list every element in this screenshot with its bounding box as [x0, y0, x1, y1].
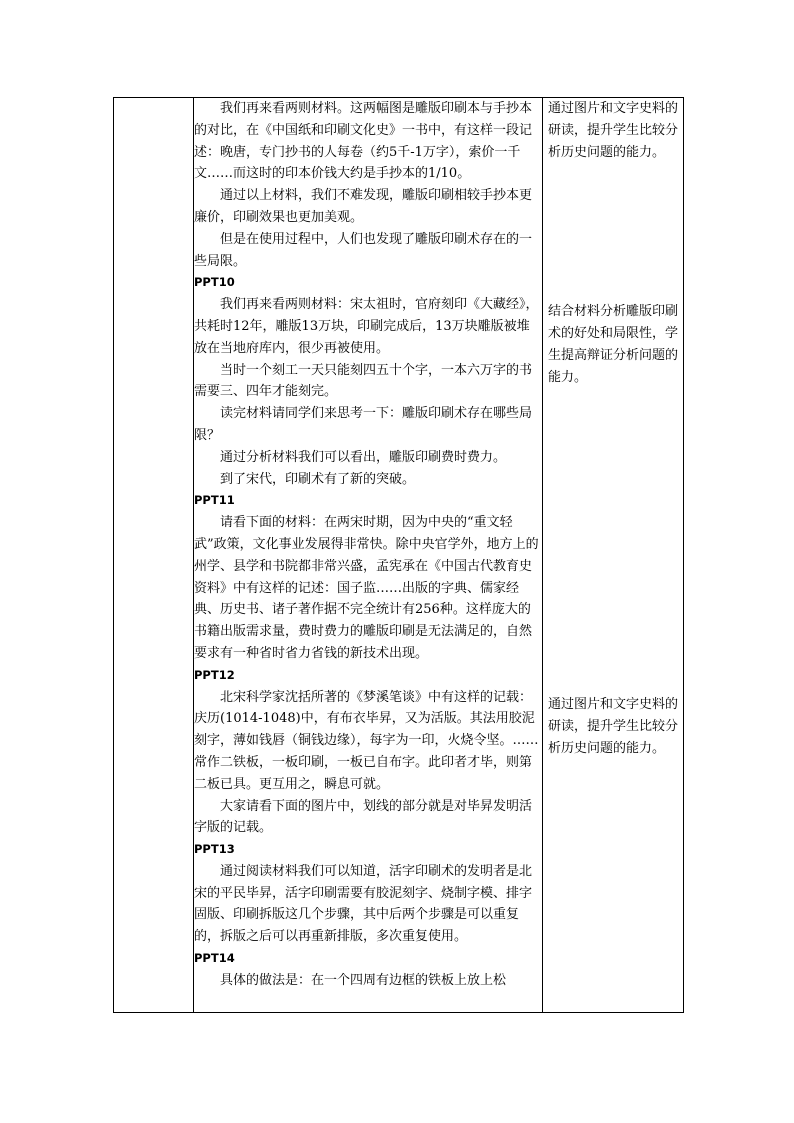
- paragraph: 通过分析材料我们可以看出，雕版印刷费时费力。: [220, 449, 507, 465]
- left-empty-cell: [114, 98, 194, 1013]
- paragraph: 我们再来看两则材料：宋太祖时，官府刻印《大藏经》，共耗时12年，雕版13万块，印刷完成后，13万块雕版被堆放在当地府库内，很少再被使用。: [194, 297, 539, 356]
- paragraph: 但是在使用过程中，人们也发现了雕版印刷术存在的一些局限。: [194, 231, 533, 269]
- slide-label: PPT11: [194, 493, 235, 508]
- slide-label: PPT13: [194, 842, 235, 857]
- design-note: 通过图片和文字史料的研读，提升学生比较分析历史问题的能力。: [548, 697, 679, 756]
- paragraph: 通过阅读材料我们可以知道，活字印刷术的发明者是北宋的平民毕昇，活字印刷需要有胶泥刻字、烧制字模、排字固版、印刷拆版这几个步骤，其中后两个步骤是可以重复的，拆版之后可以再重新排版，多次重复使用。: [194, 863, 533, 945]
- paragraph: 到了宋代，印刷术有了新的突破。: [220, 471, 416, 487]
- paragraph: 我们再来看两则材料。这两幅图是雕版印刷本与手抄本的对比，在《中国纸和印刷文化史》一书中，有这样一段记述：晚唐，专门抄书的人每卷（约5千-1万字），索价一千文……而这时的印本价钱大约是手抄本的1/10。: [194, 101, 533, 182]
- slide-label: PPT14: [194, 951, 235, 966]
- paragraph: 具体的做法是：在一个四周有边框的铁板上放上松: [220, 972, 507, 988]
- teaching-process-cell: [194, 98, 543, 1013]
- design-note: 结合材料分析雕版印刷术的好处和局限性，学生提高辩证分析问题的能力。: [548, 304, 679, 385]
- paragraph: 北宋科学家沈括所著的《梦溪笔谈》中有这样的记载：庆历(1014-1048)中，有布衣毕昇，又为活版。其法用胶泥刻字，薄如钱唇（铜钱边缘），每字为一印，火烧令坚。……常作二铁板，一板印刷，一板已自布字。此印者才毕，则第二板已具。更互用之，瞬息可就。: [194, 689, 539, 792]
- slide-label: PPT10: [194, 275, 235, 290]
- paragraph: 请看下面的材料：在两宋时期，因为中央的“重文轻武”政策，文化事业发展得非常快。除中央官学外，地方上的州学、县学和书院都非常兴盛，孟宪承在《中国古代教育史资料》中有这样的记述：国子监……出版的字典、儒家经典、历史书、诸子著作据不完全统计有256种。这样庞大的书籍出版需求量，费时费力的雕版印刷是无法满足的，自然要求有一种省时省力省钱的新技术出现。: [194, 515, 539, 661]
- paragraph: 大家请看下面的图片中，划线的部分就是对毕昇发明活字版的记载。: [194, 798, 533, 836]
- paragraph: 读完材料请同学们来思考一下：雕版印刷术存在哪些局限？: [194, 406, 533, 443]
- slide-label: PPT12: [194, 667, 235, 682]
- lesson-plan-table: [113, 97, 684, 1013]
- table-row: [114, 98, 684, 1013]
- design-note: 通过图片和文字史料的研读，提升学生比较分析历史问题的能力。: [548, 101, 679, 160]
- paragraph: 通过以上材料，我们不难发现，雕版印刷相较手抄本更廉价，印刷效果也更加美观。: [194, 188, 533, 225]
- design-intent-cell: [543, 98, 684, 1013]
- paragraph: 当时一个刻工一天只能刻四五十个字，一本六万字的书需要三、四年才能刻完。: [194, 362, 533, 400]
